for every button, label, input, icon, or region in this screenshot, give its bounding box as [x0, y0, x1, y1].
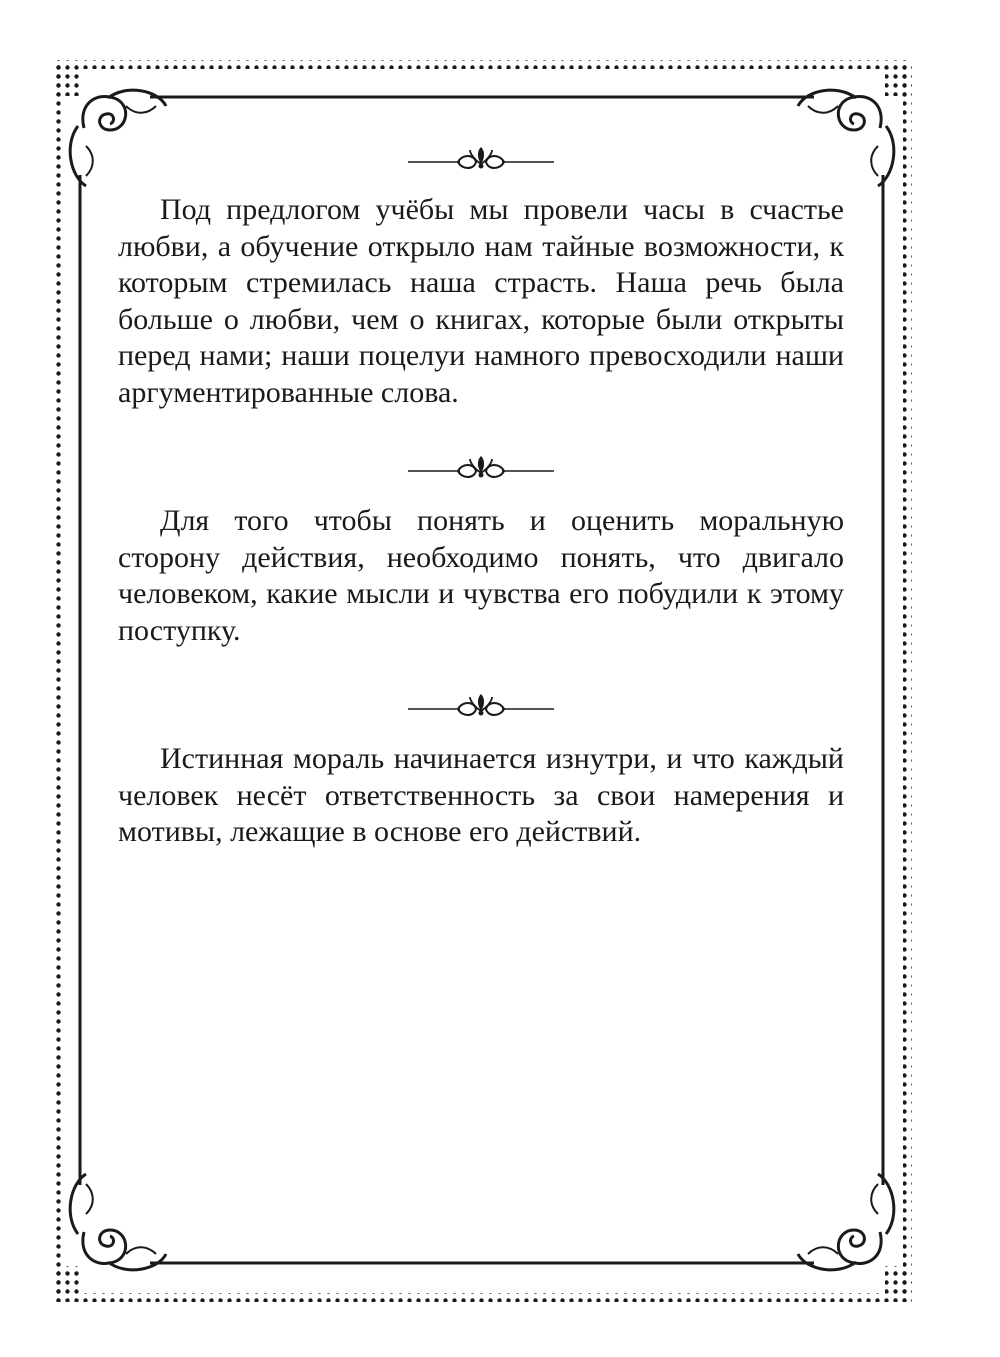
fleuron-divider-icon	[406, 453, 556, 483]
dot-cluster-br	[885, 1266, 912, 1293]
dotted-border-right	[903, 60, 912, 1302]
fleuron-divider-icon	[406, 691, 556, 721]
dotted-border-bottom	[52, 1293, 912, 1302]
scroll-corner-bottom-right	[798, 1174, 894, 1270]
dot-cluster-tr	[885, 69, 912, 96]
paragraph-2: Для того чтобы понять и оценить моральную сторону действия, необходимо понять, что двигало человеком, какие мысли и чувства его побудили к этому поступку.	[118, 504, 844, 647]
scroll-corner-bottom-left	[70, 1174, 166, 1270]
dot-cluster-tl	[52, 69, 79, 96]
paragraph-3: Истинная мораль начинается изнутри, и что каждый человек несёт ответственность за свои намерения и мотивы, лежащие в основе его действий.	[118, 742, 844, 848]
dotted-border-left	[52, 60, 61, 1302]
paragraph-1: Под предлогом учёбы мы провели часы в счастье любви, а обучение открыло нам тайные возможности, к которым стремилась наша страсть. Наша речь была больше о любви, чем о книгах, которые были открыты перед нами; наши поцелуи намного превосходили наши аргументированные слова.	[118, 193, 844, 409]
fleuron-divider-icon	[406, 144, 556, 174]
dotted-border-top	[52, 60, 912, 69]
dot-cluster-bl	[52, 1266, 79, 1293]
page-content	[118, 140, 844, 851]
